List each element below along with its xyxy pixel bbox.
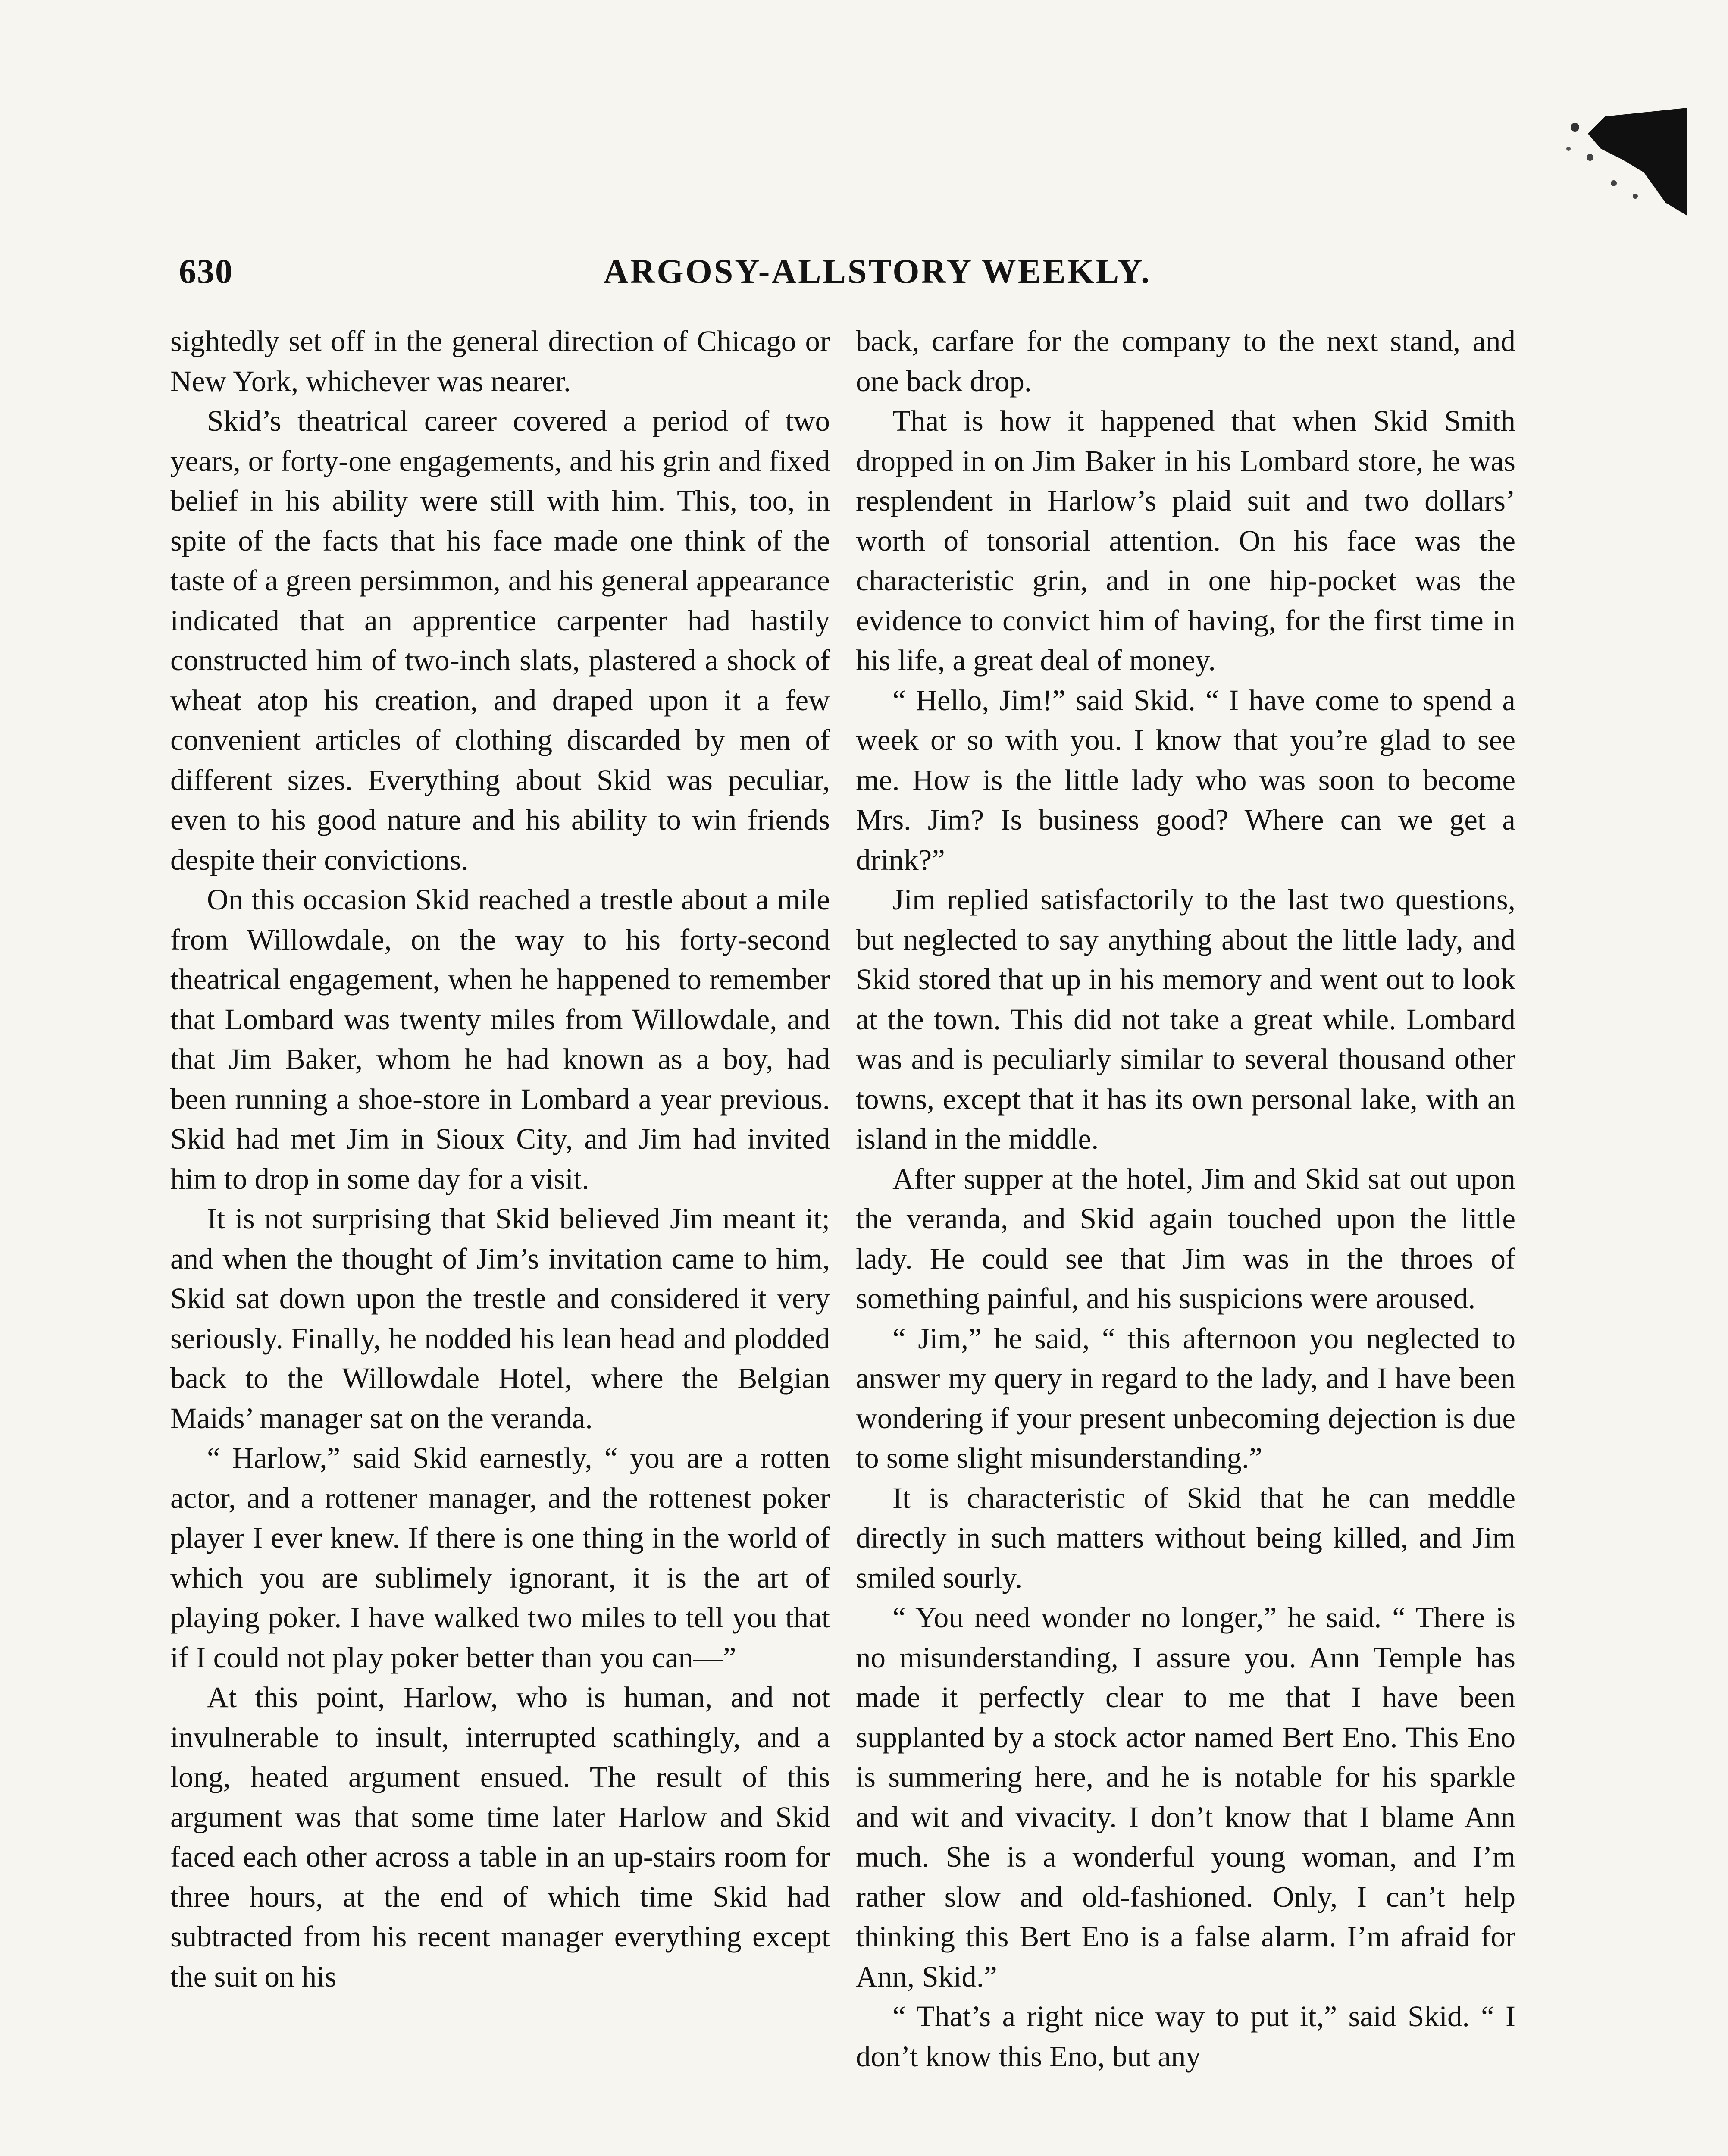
page-header xyxy=(179,252,1576,304)
left-column xyxy=(170,321,830,1996)
paragraph: It is characteristic of Skid that he can meddle directly in such matters without being killed, and Jim smiled sourly. xyxy=(856,1481,1515,1594)
paragraph: “ Hello, Jim!” said Skid. “ I have come to spend a week or so with you. I know that you’re glad to see me. How is the little lady who was soon to become Mrs. Jim? Is business good? Where can we get a drink?” xyxy=(856,683,1515,876)
paragraph: sightedly set off in the general direction of Chicago or New York, whichever was nearer. xyxy=(170,325,830,398)
paragraph: “ Harlow,” said Skid earnestly, “ you are a rotten actor, and a rottener manager, and the rottenest poker player I ever knew. If there is one thing in the world of which you are sublimely ignorant, it is the art of playing poker. I have walked two miles to tell you that if I could not play poker better than you can—” xyxy=(170,1442,830,1674)
paragraph: “ That’s a right nice way to put it,” said Skid. “ I don’t know this Eno, but any xyxy=(856,2000,1515,2073)
paragraph: “ Jim,” he said, “ this afternoon you neglected to answer my query in regard to the lady, and I have been wondering if your present unbecoming dejection is due to some slight misunderstanding.” xyxy=(856,1322,1515,1474)
ink-smudge-mark xyxy=(1558,108,1687,216)
paragraph: back, carfare for the company to the next stand, and one back drop. xyxy=(856,325,1515,398)
paragraph: On this occasion Skid reached a trestle about a mile from Willowdale, on the way to his forty-second theatrical engagement, when he happened to remember that Lombard was twenty miles from Willowdale, and that Jim Baker, whom he had known as a boy, had been running a shoe-store in Lombard a year previous. Skid had met Jim in Sioux City, and Jim had invited him to drop in some day for a visit. xyxy=(170,883,830,1195)
paragraph: Skid’s theatrical career covered a period of two years, or forty-one engagements, and his grin and fixed belief in his ability were still with him. This, too, in spite of the facts that his face made one think of the taste of a green persimmon, and his general appearance indicated that an apprentice carpenter had hastily constructed him of two-inch slats, plastered a shock of wheat atop his creation, and draped upon it a few convenient articles of clothing discarded by men of different sizes. Everything about Skid was peculiar, even to his good nature and his ability to win friends despite their convictions. xyxy=(170,404,830,876)
paragraph: Jim replied satisfactorily to the last two questions, but neglected to say anything about the little lady, and Skid stored that up in his memory and went out to look at the town. This did not take a great while. Lombard was and is peculiarly similar to several thousand other towns, except that it has its own personal lake, with an island in the middle. xyxy=(856,883,1515,1155)
paragraph: After supper at the hotel, Jim and Skid sat out upon the veranda, and Skid again touched upon the little lady. He could see that Jim was in the throes of something painful, and his suspicions were aroused. xyxy=(856,1162,1515,1315)
paragraph: That is how it happened that when Skid Smith dropped in on Jim Baker in his Lombard store, he was resplendent in Harlow’s plaid suit and two dollars’ worth of tonsorial attention. On his face was the characteristic grin, and in one hip-pocket was the evidence to convict him of having, for the first time in his life, a great deal of money. xyxy=(856,404,1515,677)
paragraph: It is not surprising that Skid believed Jim meant it; and when the thought of Jim’s invitation came to him, Skid sat down upon the trestle and considered it very seriously. Finally, he nodded his lean head and plodded back to the Willowdale Hotel, where the Belgian Maids’ manager sat on the veranda. xyxy=(170,1202,830,1435)
paragraph: At this point, Harlow, who is human, and not invulnerable to insult, interrupted scathingly, and a long, heated argument ensued. The result of this argument was that some time later Harlow and Skid faced each other across a table in an up-stairs room for three hours, at the end of which time Skid had subtracted from his recent manager everything except the suit on his xyxy=(170,1681,830,1993)
running-title: ARGOSY-ALLSTORY WEEKLY. xyxy=(603,253,1152,291)
right-column xyxy=(856,321,1515,2076)
page-number: 630 xyxy=(179,253,233,291)
paragraph: “ You need wonder no longer,” he said. “ There is no misunderstanding, I assure you. Ann Temple has made it perfectly clear to me that I have been supplanted by a stock actor named Bert Eno. This Eno is summering here, and he is notable for his sparkle and wit and vivacity. I don’t know that I blame Ann much. She is a wonderful young woman, and I’m rather slow and old-fashioned. Only, I can’t help thinking this Bert Eno is a false alarm. I’m afraid for Ann, Skid.” xyxy=(856,1601,1515,1993)
